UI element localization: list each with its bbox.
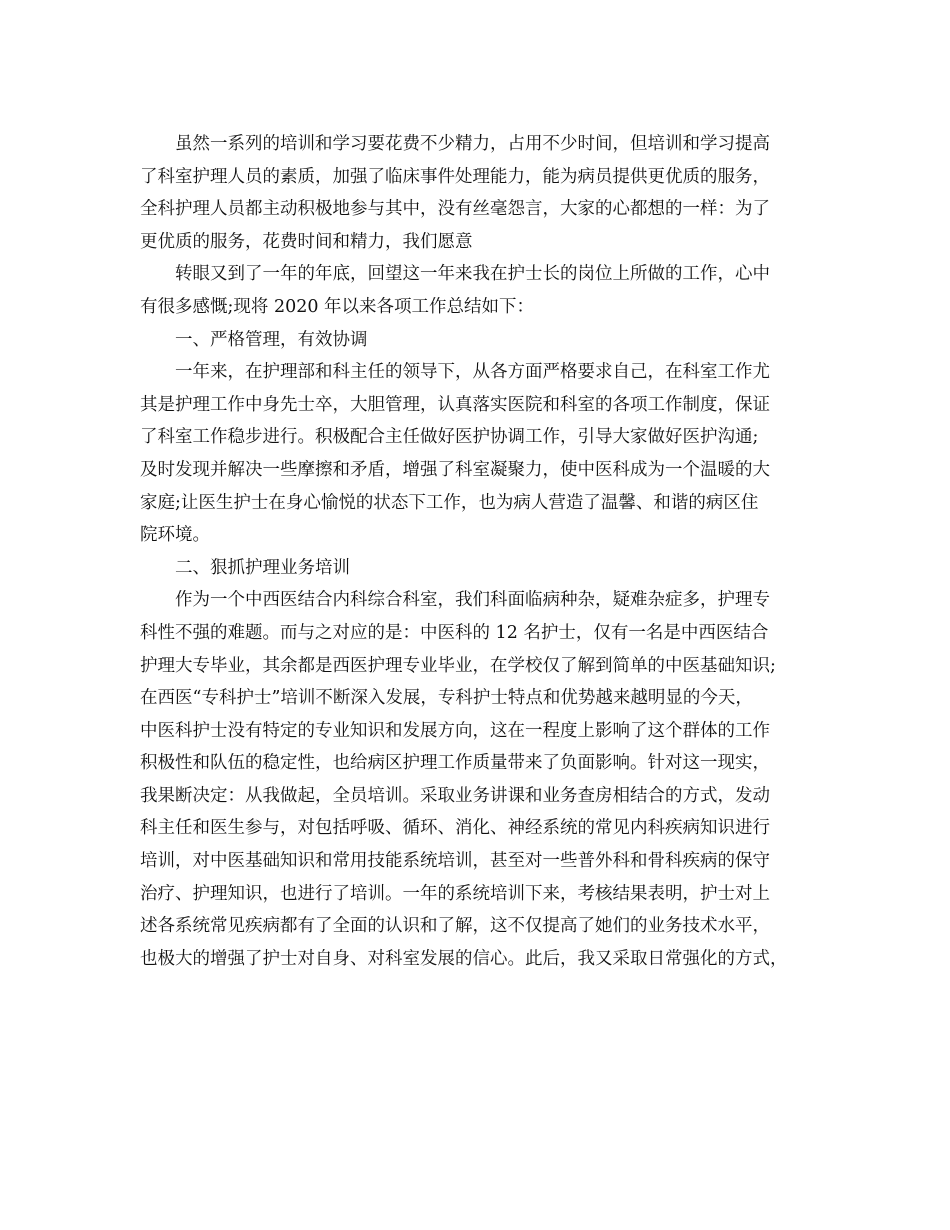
paragraph-line: 转眼又到了一年的年底，回望这一年来我在护士长的岗位上所做的工作，心中 [175,264,770,285]
section-heading: 一、严格管理，有效协调 [175,329,368,350]
paragraph-line: 科性不强的难题。而与之对应的是：中医科的 12 名护士，仅有一名是中西医结合 [140,622,769,643]
paragraph-line: 护理大专毕业，其余都是西医护理专业毕业，在学校仅了解到简单的中医基础知识; [140,655,776,676]
paragraph-line: 有很多感慨;现将 2020 年以来各项工作总结如下： [140,296,535,317]
paragraph-line: 中医科护士没有特定的专业知识和发展方向，这在一程度上影响了这个群体的工作 [140,720,770,741]
paragraph-line: 及时发现并解决一些摩擦和矛盾，增强了科室凝聚力，使中医科成为一个温暖的大 [140,459,770,480]
paragraph-line: 述各系统常见疾病都有了全面的认识和了解，这不仅提高了她们的业务技术水平， [140,916,770,937]
paragraph-line: 了科室护理人员的素质，加强了临床事件处理能力，能为病员提供更优质的服务， [140,166,770,187]
paragraph-line: 科主任和医生参与，对包括呼吸、循环、消化、神经系统的常见内科疾病知识进行 [140,818,770,839]
paragraph-line: 更优质的服务，花费时间和精力，我们愿意 [140,231,473,252]
paragraph-line: 积极性和队伍的稳定性，也给病区护理工作质量带来了负面影响。针对这一现实， [140,753,770,774]
paragraph-line: 其是护理工作中身先士卒，大胆管理，认真落实医院和科室的各项工作制度，保证 [140,394,770,415]
paragraph-line: 院环境。 [140,525,210,546]
paragraph-line: 培训，对中医基础知识和常用技能系统培训，甚至对一些普外科和骨科疾病的保守 [140,851,770,872]
section-heading: 二、狠抓护理业务培训 [175,557,350,578]
paragraph-line: 了科室工作稳步进行。积极配合主任做好医护协调工作，引导大家做好医护沟通; [140,427,759,448]
paragraph-line: 治疗、护理知识，也进行了培训。一年的系统培训下来，考核结果表明，护士对上 [140,883,770,904]
document-body [140,128,820,975]
paragraph-line: 在西医“专科护士”培训不断深入发展，专科护士特点和优势越来越明显的今天， [140,688,753,709]
paragraph-line: 一年来，在护理部和科主任的领导下，从各方面严格要求自己，在科室工作尤 [175,362,770,383]
paragraph-line: 作为一个中西医结合内科综合科室，我们科面临病种杂，疑难杂症多，护理专 [175,590,770,611]
paragraph-line: 虽然一系列的培训和学习要花费不少精力，占用不少时间，但培训和学习提高 [175,134,770,154]
paragraph-line: 家庭;让医生护士在身心愉悦的状态下工作，也为病人营造了温馨、和谐的病区住 [140,492,759,513]
paragraph-line: 全科护理人员都主动积极地参与其中，没有丝毫怨言，大家的心都想的一样：为了 [140,199,770,220]
paragraph-line: 也极大的增强了护士对自身、对科室发展的信心。此后，我又采取日常强化的方式， [140,948,788,969]
paragraph-line: 我果断决定：从我做起，全员培训。采取业务讲课和业务查房相结合的方式，发动 [140,785,770,806]
